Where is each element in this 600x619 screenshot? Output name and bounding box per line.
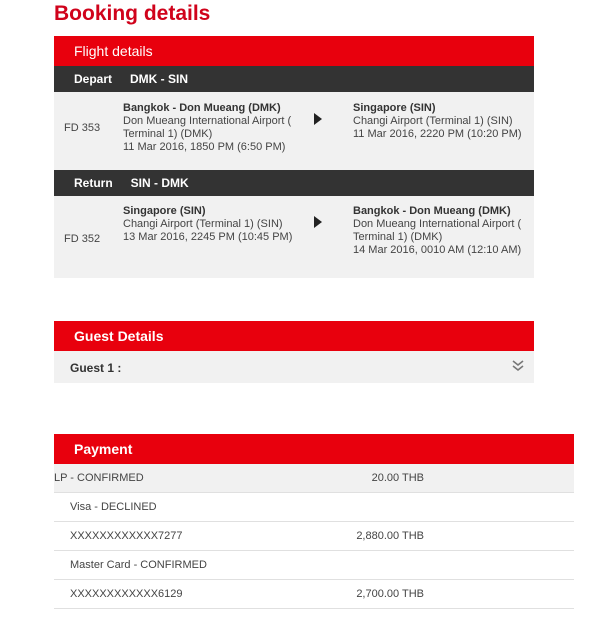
return-destination [353, 205, 535, 257]
card-number: XXXXXXXXXXXX7277 [70, 530, 183, 542]
payment-row [54, 551, 574, 580]
arrow-right-icon [314, 216, 322, 228]
payment-row [54, 522, 574, 551]
payment-method: LP - CONFIRMED [54, 472, 144, 484]
depart-label: Depart [74, 72, 113, 86]
payment-row [54, 464, 574, 493]
arrow-right-icon [314, 113, 322, 125]
return-route: SIN - DMK [130, 176, 189, 190]
departure-datetime: 13 Mar 2016, 2245 PM (10:45 PM) [123, 231, 293, 243]
return-flight-row [54, 196, 534, 278]
origin-airport: Changi Airport (Terminal 1) (SIN) [123, 218, 283, 230]
flight-number: FD 353 [64, 122, 101, 134]
arrival-datetime: 11 Mar 2016, 2220 PM (10:20 PM) [353, 128, 522, 140]
payment-header: Payment [54, 434, 574, 464]
guest-label: Guest 1 : [70, 361, 122, 375]
payment-method: Master Card - CONFIRMED [70, 559, 207, 571]
page-title: Booking details [54, 2, 211, 25]
flight-number: FD 352 [64, 233, 101, 245]
depart-flight-row [54, 92, 534, 170]
origin-city: Bangkok - Don Mueang (DMK) [123, 102, 281, 114]
payment-amount: 20.00 THB [371, 472, 424, 484]
payment-amount: 2,700.00 THB [356, 588, 424, 600]
payment-panel [54, 434, 574, 609]
destination-city: Singapore (SIN) [353, 102, 436, 114]
destination-city: Bangkok - Don Mueang (DMK) [353, 205, 511, 217]
double-chevron-down-icon[interactable] [512, 359, 524, 376]
flight-details-panel [54, 36, 534, 278]
depart-destination [353, 102, 535, 141]
guest-details-panel [54, 321, 534, 383]
destination-airport: Don Mueang International Airport ( Terminal 1) (DMK) [353, 218, 522, 243]
arrival-datetime: 14 Mar 2016, 0010 AM (12:10 AM) [353, 244, 522, 256]
depart-route: DMK - SIN [130, 72, 189, 86]
depart-origin [123, 102, 308, 154]
payment-row [54, 493, 574, 522]
payment-amount: 2,880.00 THB [356, 530, 424, 542]
departure-datetime: 11 Mar 2016, 1850 PM (6:50 PM) [123, 141, 286, 153]
destination-airport: Changi Airport (Terminal 1) (SIN) [353, 115, 513, 127]
guest-row[interactable] [54, 351, 534, 383]
flight-details-header: Flight details [54, 36, 534, 66]
card-number: XXXXXXXXXXXX6129 [70, 588, 183, 600]
guest-details-header: Guest Details [54, 321, 534, 351]
return-bar [54, 170, 534, 196]
return-origin [123, 205, 308, 244]
depart-bar [54, 66, 534, 92]
return-label: Return [74, 176, 113, 190]
origin-city: Singapore (SIN) [123, 205, 206, 217]
payment-method: Visa - DECLINED [70, 501, 157, 513]
origin-airport: Don Mueang International Airport ( Terminal 1) (DMK) [123, 115, 292, 140]
payment-row [54, 580, 574, 609]
